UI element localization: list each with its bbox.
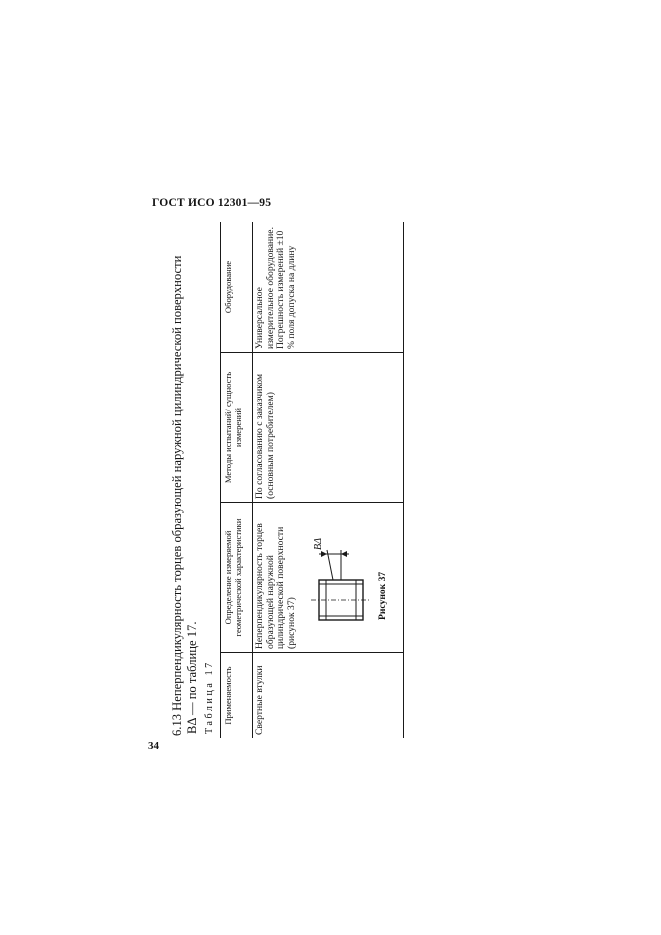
cell-definition: Неперпендикулярность торцев образующей наружной цилиндрической поверхности (рисунок 37) [254, 523, 297, 649]
column-methods [221, 352, 403, 502]
figure-37-drawing [305, 522, 375, 642]
column-equipment [221, 222, 403, 352]
header-equipment: Оборудование [223, 260, 233, 314]
header-definition: Определение измеряемой геометрической характеристики [223, 518, 243, 637]
table-17 [220, 222, 404, 738]
figure-label: BΔ [313, 538, 324, 550]
cell-equipment: Универсальное измерительное оборудование. Погрешность измерений ±10 % поля допуска на длину [254, 227, 297, 349]
figure-caption: Рисунок 37 [377, 571, 388, 620]
column-applicability [221, 652, 403, 738]
cell-methods: По согласованию с заказчиком (основным потребителем) [254, 373, 276, 499]
section-heading: 6.13 Неперпендикулярность торцев образующей наружной цилиндрической поверхности [170, 255, 184, 736]
header-applicability: Применяемость [223, 666, 233, 725]
standard-header: ГОСТ ИСО 12301—95 [152, 197, 272, 209]
header-methods: Методы испытаний/ сущность измерений [223, 371, 243, 484]
rotated-content [166, 222, 388, 738]
column-definition [221, 502, 403, 652]
section-heading-cont: BΔ — по таблице 17. [185, 621, 199, 734]
cell-applicability: Свертные втулки [254, 665, 265, 735]
table-caption: Таблица 17 [204, 660, 215, 734]
page-number: 34 [148, 740, 159, 752]
